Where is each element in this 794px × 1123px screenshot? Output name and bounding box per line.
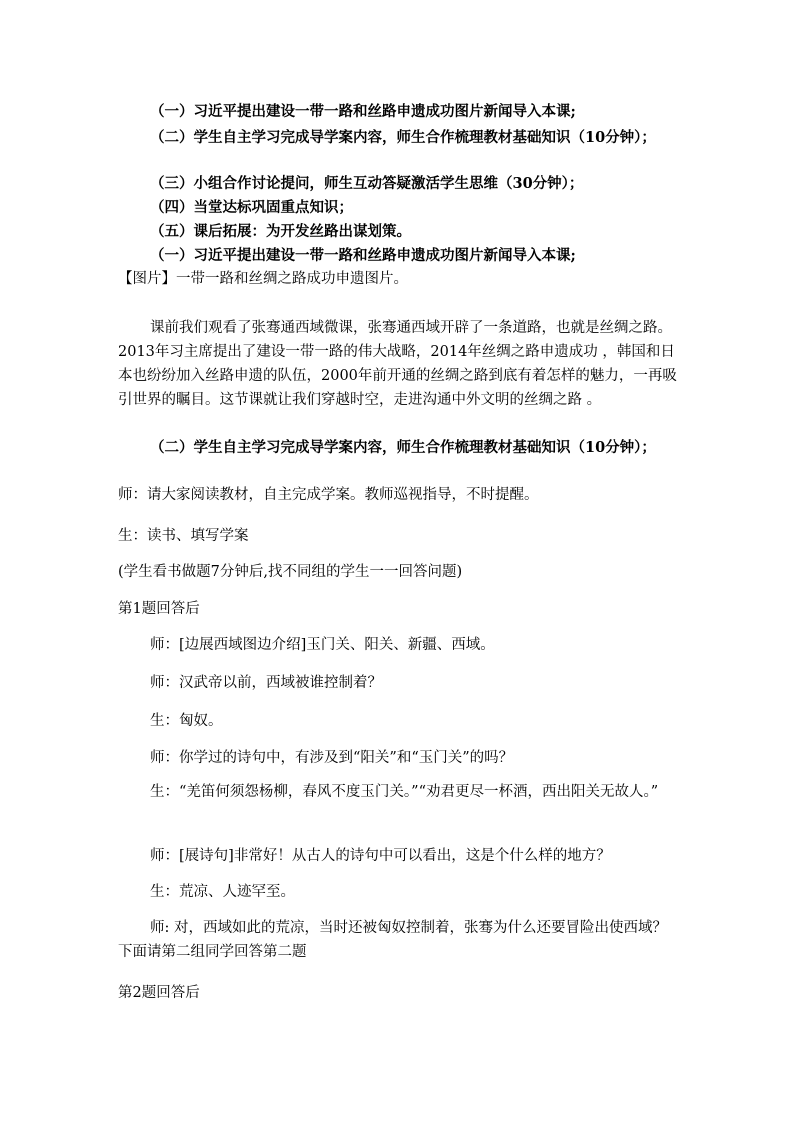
outline-item-4: （四）当堂达标巩固重点知识； bbox=[150, 199, 353, 216]
outline-item-2: （二）学生自主学习完成导学案内容，师生合作梳理教材基础知识（10分钟）； bbox=[150, 129, 656, 146]
outline-item-5: （五）课后拓展：为开发丝路出谋划策。 bbox=[150, 223, 411, 240]
picture-note: 【图片】一带一路和丝绸之路成功申遗图片。 bbox=[118, 271, 408, 287]
outline-item-1: （一）习近平提出建设一带一路和丝路申遗成功图片新闻导入本课; bbox=[150, 103, 576, 120]
dialog-line-4: 师：你学过的诗句中，有涉及到“阳关”和“玉门关”的吗？ bbox=[150, 750, 514, 766]
section2-heading: （二）学生自主学习完成导学案内容，师生合作梳理教材基础知识（10分钟）； bbox=[150, 439, 656, 456]
question-2-label: 第2题回答后 bbox=[118, 985, 200, 1001]
dialog-line-3: 生：匈奴。 bbox=[150, 713, 223, 729]
outline-item-3: （三）小组合作讨论提问，师生互动答疑激活学生思维（30分钟）； bbox=[150, 175, 584, 192]
teacher-instruction: 师：请大家阅读教材，自主完成学案。教师巡视指导，不时提醒。 bbox=[118, 487, 539, 503]
question-1-label: 第1题回答后 bbox=[118, 601, 200, 617]
dialog-line-1: 师：[边展西域图边介绍]玉门关、阳关、新疆、西域。 bbox=[150, 637, 495, 653]
dialog-line-6: 师：[展诗句]非常好！从古人的诗句中可以看出，这是个什么样的地方？ bbox=[150, 848, 611, 864]
dialog-line-8: 师: 对，西域如此的荒凉，当时还被匈奴控制着，张骞为什么还要冒险出使西域？下面请第二组同学回答第二题 bbox=[118, 920, 667, 960]
dialog-line-2: 师：汉武帝以前，西域被谁控制着？ bbox=[150, 675, 382, 691]
activity-note: (学生看书做题7分钟后,找不同组的学生一一回答问题) bbox=[118, 564, 463, 580]
dialog-line-5: 生：“羌笛何须怨杨柳，春风不度玉门关。”“劝君更尽一杯酒，西出阳关无故人。” bbox=[150, 784, 659, 800]
intro-paragraph: 课前我们观看了张骞通西域微课，张骞通西域开辟了一条道路，也就是丝绸之路。2013年习主席提出了建设一带一路的伟大战略，2014年丝绸之路申遗成功 ，韩国和日本也纷纷加入丝路申遗的队伍，2000年前开通的丝绸之路到底有着怎样的魅力，一再吸引世界的瞩目。这节课就让我们穿越时空，走进沟通中外文明的丝绸之路 。 bbox=[118, 320, 677, 408]
student-response: 生：读书、填写学案 bbox=[118, 528, 249, 544]
dialog-line-7: 生：荒凉、人迹罕至。 bbox=[150, 884, 295, 900]
outline-item-6: （一）习近平提出建设一带一路和丝路申遗成功图片新闻导入本课; bbox=[150, 247, 576, 264]
